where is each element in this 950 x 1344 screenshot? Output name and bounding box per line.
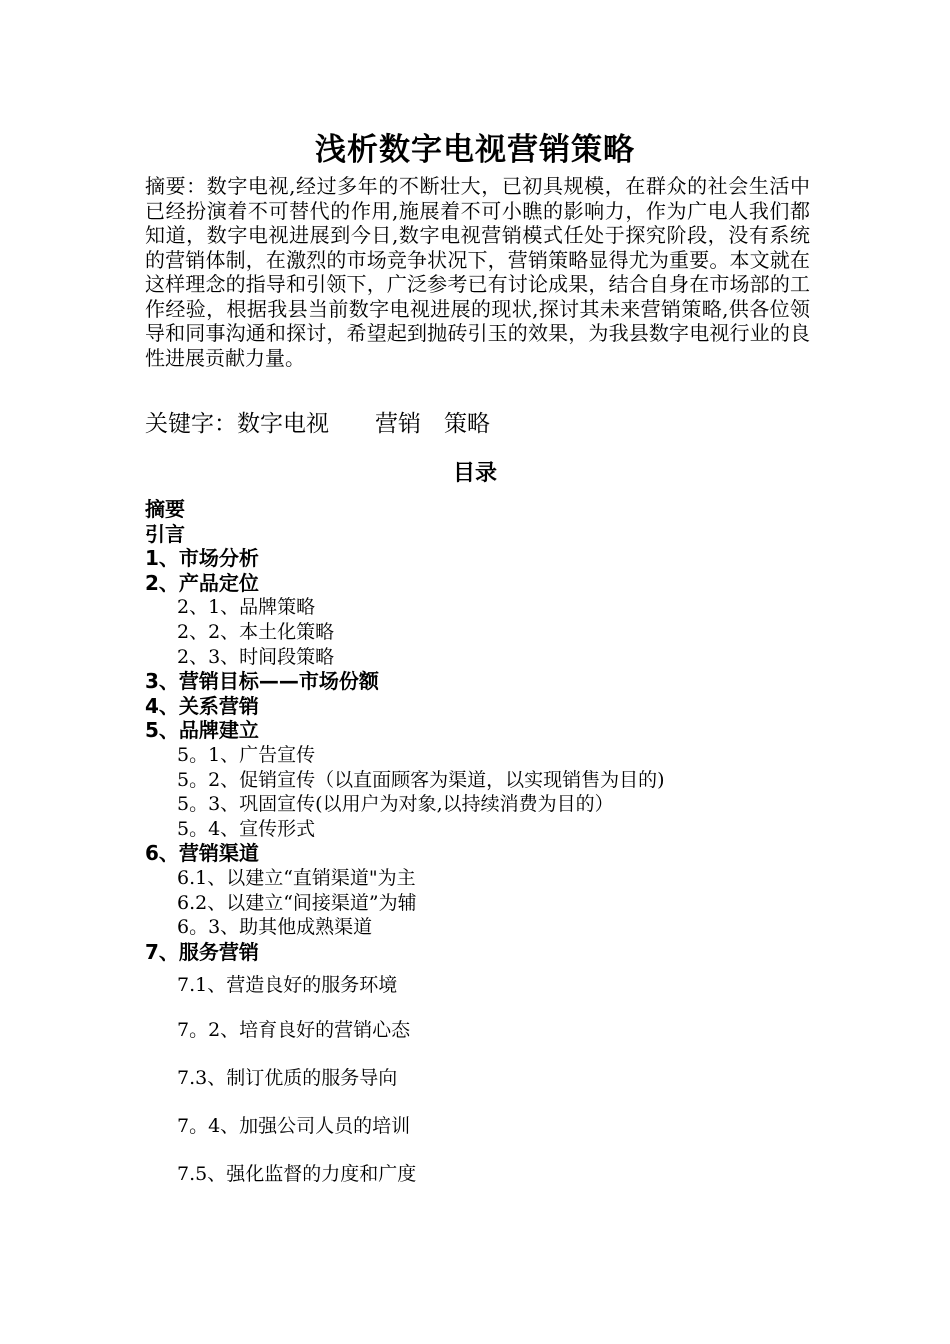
toc-entry[interactable]: 3、营销目标——市场份额 xyxy=(145,669,379,694)
keywords-line: 关键字：数字电视 营销 策略 xyxy=(145,411,490,437)
toc-subentry[interactable]: 6。3、助其他成熟渠道 xyxy=(177,916,373,939)
toc-entry[interactable]: 摘要 xyxy=(145,497,185,521)
toc-subentry[interactable]: 5。1、广告宣传 xyxy=(177,743,316,766)
toc-subentry[interactable]: 2、1、品牌策略 xyxy=(177,596,316,619)
toc-subentry[interactable]: 7.1、营造良好的服务环境 xyxy=(177,974,398,997)
toc-subentry[interactable]: 6.2、以建立“间接渠道”为辅 xyxy=(177,891,417,914)
toc-title: 目录 xyxy=(452,461,497,486)
toc-subentry[interactable]: 5。4、宣传形式 xyxy=(177,817,316,840)
table-of-contents xyxy=(145,497,845,1198)
toc-subentry[interactable]: 2、3、时间段策略 xyxy=(177,645,335,668)
toc-subentry[interactable]: 5。3、巩固宣传(以用户为对象,以持续消费为目的） xyxy=(177,793,614,816)
document-title: 浅析数字电视营销策略 xyxy=(315,132,635,168)
toc-entry[interactable]: 4、关系营销 xyxy=(145,693,259,718)
toc-subentry[interactable]: 7.3、制订优质的服务导向 xyxy=(177,1067,398,1090)
toc-entry[interactable]: 引言 xyxy=(145,521,185,546)
toc-subentry[interactable]: 7。4、加强公司人员的培训 xyxy=(177,1115,411,1138)
toc-subentry[interactable]: 2、2、本土化策略 xyxy=(177,620,335,643)
toc-subentry[interactable]: 5。2、促销宣传（以直面顾客为渠道，以实现销售为目的) xyxy=(177,768,665,791)
toc-entry[interactable]: 7、服务营销 xyxy=(145,939,259,964)
toc-entry[interactable]: 1、市场分析 xyxy=(145,546,259,571)
toc-subentry[interactable]: 6.1、以建立“直销渠道"为主 xyxy=(177,866,416,889)
toc-subentry[interactable]: 7.5、强化监督的力度和广度 xyxy=(177,1163,417,1186)
toc-entry[interactable]: 5、品牌建立 xyxy=(145,718,259,743)
abstract-paragraph: 摘要：数字电视,经过多年的不断壮大，已初具规模，在群众的社会生活中已经扮演着不可替代的作用,施展着不可小瞧的影响力，作为广电人我们都知道，数字电视进展到今日,数字电视营销模式任处于探究阶段，没有系统的营销体制，在激烈的市场竞争状况下，营销策略显得尤为重要。本文就在这样理念的指导和引领下，广泛参考已有讨论成果，结合自身在市场部的工作经验，根据我县当前数字电视进展的现状,探讨其未来营销策略,供各位领导和同事沟通和探讨，希望起到抛砖引玉的效果，为我县数字电视行业的良性进展贡献力量。 xyxy=(145,174,810,370)
toc-entry[interactable]: 6、营销渠道 xyxy=(145,841,259,866)
toc-entry[interactable]: 2、产品定位 xyxy=(145,570,259,595)
toc-subentry[interactable]: 7。2、培育良好的营销心态 xyxy=(177,1019,411,1042)
